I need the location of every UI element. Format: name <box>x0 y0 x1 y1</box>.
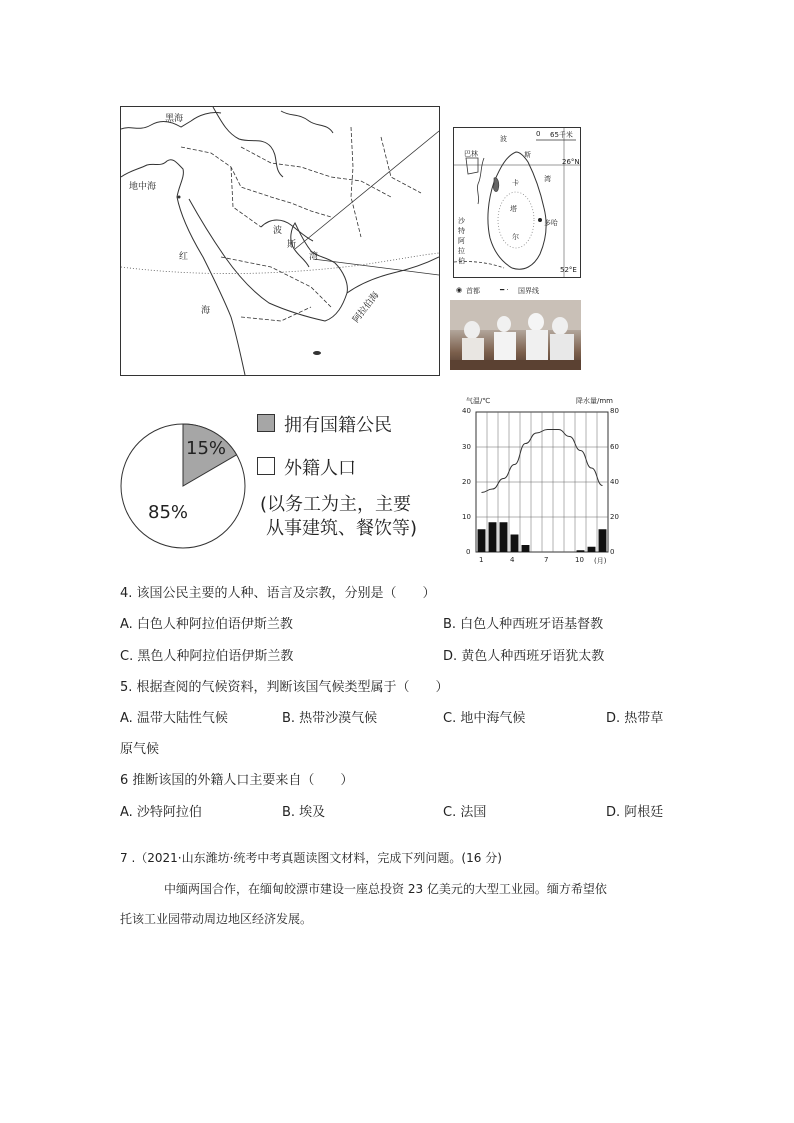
climate-svg <box>458 396 628 568</box>
black-sea-label: 黑海 <box>165 114 184 124</box>
saudi-label-5: 伯 <box>458 257 465 265</box>
q4-option-a: A. 白色人种阿拉伯语伊斯兰教 <box>120 617 293 632</box>
inset-ta-label: 塔 <box>510 205 517 213</box>
bahrain-label: 巴林 <box>464 150 478 158</box>
q5-option-d-continued: 原气候 <box>120 742 160 757</box>
y-right-tick-80: 80 <box>610 407 619 415</box>
q5-option-b: B. 热带沙漠气候 <box>282 711 378 726</box>
inset-wan-label: 湾 <box>544 175 551 183</box>
q5-option-a: A. 温带大陆性气候 <box>120 711 228 726</box>
precipitation-bar <box>511 535 519 553</box>
legend-note-line1: (以务工为主，主要 <box>260 494 412 515</box>
border-legend-icon: ━ · <box>500 286 509 294</box>
people-photo <box>450 300 581 370</box>
q5-option-c: C. 地中海气候 <box>443 711 526 726</box>
red-sea-label-1: 红 <box>179 252 189 262</box>
population-pie-chart <box>120 420 246 552</box>
y-right-tick-20: 20 <box>610 513 619 521</box>
saudi-label-3: 阿 <box>458 237 465 245</box>
inset-si-label: 斯 <box>524 151 531 159</box>
y-left-axis-label: 气温/℃ <box>466 397 491 405</box>
latitude-label: 26°N <box>562 158 580 166</box>
precipitation-bar <box>588 547 596 552</box>
climate-chart <box>458 396 628 568</box>
persian-gulf-label-2: 斯 <box>287 240 297 250</box>
q6-option-c: C. 法国 <box>443 805 487 820</box>
persian-gulf-label-1: 波 <box>273 226 283 236</box>
q5-option-d: D. 热带草 <box>606 711 664 726</box>
mediterranean-label: 地中海 <box>129 182 157 192</box>
legend-foreign-swatch <box>257 457 275 475</box>
x-tick-1: 1 <box>479 556 484 564</box>
red-sea-label-2: 海 <box>201 306 211 316</box>
legend-note-line2: 从事建筑、餐饮等) <box>266 518 418 539</box>
y-left-tick-20: 20 <box>462 478 471 486</box>
inset-er-label: 尔 <box>512 233 519 241</box>
x-tick-10: 10 <box>575 556 584 564</box>
y-left-tick-30: 30 <box>462 443 471 451</box>
x-tick-7: 7 <box>544 556 549 564</box>
precipitation-bar <box>522 545 530 552</box>
middle-east-map <box>120 106 440 376</box>
photo-figures <box>450 300 581 370</box>
y-left-tick-10: 10 <box>462 513 471 521</box>
arabian-sea-label: 阿拉伯海 <box>351 290 382 326</box>
q6-option-d: D. 阿根廷 <box>606 805 664 820</box>
capital-legend-icon: ◉ <box>456 286 463 294</box>
inset-ka-label: 卡 <box>512 179 519 187</box>
capital-legend-label: 首都 <box>466 287 480 295</box>
q4-option-b: B. 白色人种西班牙语基督教 <box>443 617 604 632</box>
inset-legend <box>456 286 582 296</box>
question-7-heading: 7 .（2021·山东潍坊·统考中考真题读图文材料，完成下列问题。(16 分) <box>120 851 502 865</box>
y-right-axis-label: 降水量/mm <box>576 397 613 405</box>
scale-km-label: 65千米 <box>550 131 573 139</box>
q4-option-d: D. 黄色人种西班牙语犹太教 <box>443 649 605 664</box>
map-outline <box>121 107 439 375</box>
pie-citizens-pct: 15% <box>186 438 227 459</box>
saudi-label-2: 特 <box>458 227 465 235</box>
y-right-tick-0: 0 <box>610 548 615 556</box>
border-legend-label: 国界线 <box>518 287 539 295</box>
question-7-paragraph-line1: 中缅两国合作，在缅甸皎漂市建设一座总投资 23 亿美元的大型工业园。缅方希望依 <box>164 882 607 896</box>
q4-option-c: C. 黑色人种阿拉伯语伊斯兰教 <box>120 649 294 664</box>
pie-svg <box>120 420 246 552</box>
question-7-paragraph-line2: 托该工业园带动周边地区经济发展。 <box>120 912 313 926</box>
precipitation-bar <box>500 522 508 552</box>
scale-zero-label: 0 <box>536 130 541 138</box>
x-unit-label: (月) <box>594 557 607 565</box>
inset-bo-label: 波 <box>500 135 507 143</box>
q6-option-a: A. 沙特阿拉伯 <box>120 805 202 820</box>
doha-label: 多哈 <box>544 219 558 227</box>
qatar-inset-map <box>453 127 581 278</box>
y-right-tick-40: 40 <box>610 478 619 486</box>
question-6: 6 推断该国的外籍人口主要来自（ ） <box>120 773 354 788</box>
question-4: 4. 该国公民主要的人种、语言及宗教，分别是（ ） <box>120 586 436 601</box>
legend-citizens-swatch <box>257 414 275 432</box>
legend-citizens-label: 拥有国籍公民 <box>284 415 392 436</box>
precipitation-bar <box>577 550 585 552</box>
question-5: 5. 根据查阅的气候资料，判断该国气候类型属于（ ） <box>120 680 449 695</box>
pie-foreign-pct: 85% <box>148 502 189 523</box>
precipitation-bar <box>599 529 607 552</box>
y-left-tick-0: 0 <box>466 548 471 556</box>
precipitation-bar <box>478 529 486 552</box>
legend-foreign-label: 外籍人口 <box>284 458 356 479</box>
saudi-label-1: 沙 <box>458 217 465 225</box>
x-tick-4: 4 <box>510 556 515 564</box>
q6-option-b: B. 埃及 <box>282 805 326 820</box>
precipitation-bar <box>489 522 497 552</box>
persian-gulf-label-3: 湾 <box>309 252 319 262</box>
y-left-tick-40: 40 <box>462 407 471 415</box>
saudi-label-4: 拉 <box>458 247 465 255</box>
y-right-tick-60: 60 <box>610 443 619 451</box>
longitude-label: 52°E <box>560 266 577 274</box>
